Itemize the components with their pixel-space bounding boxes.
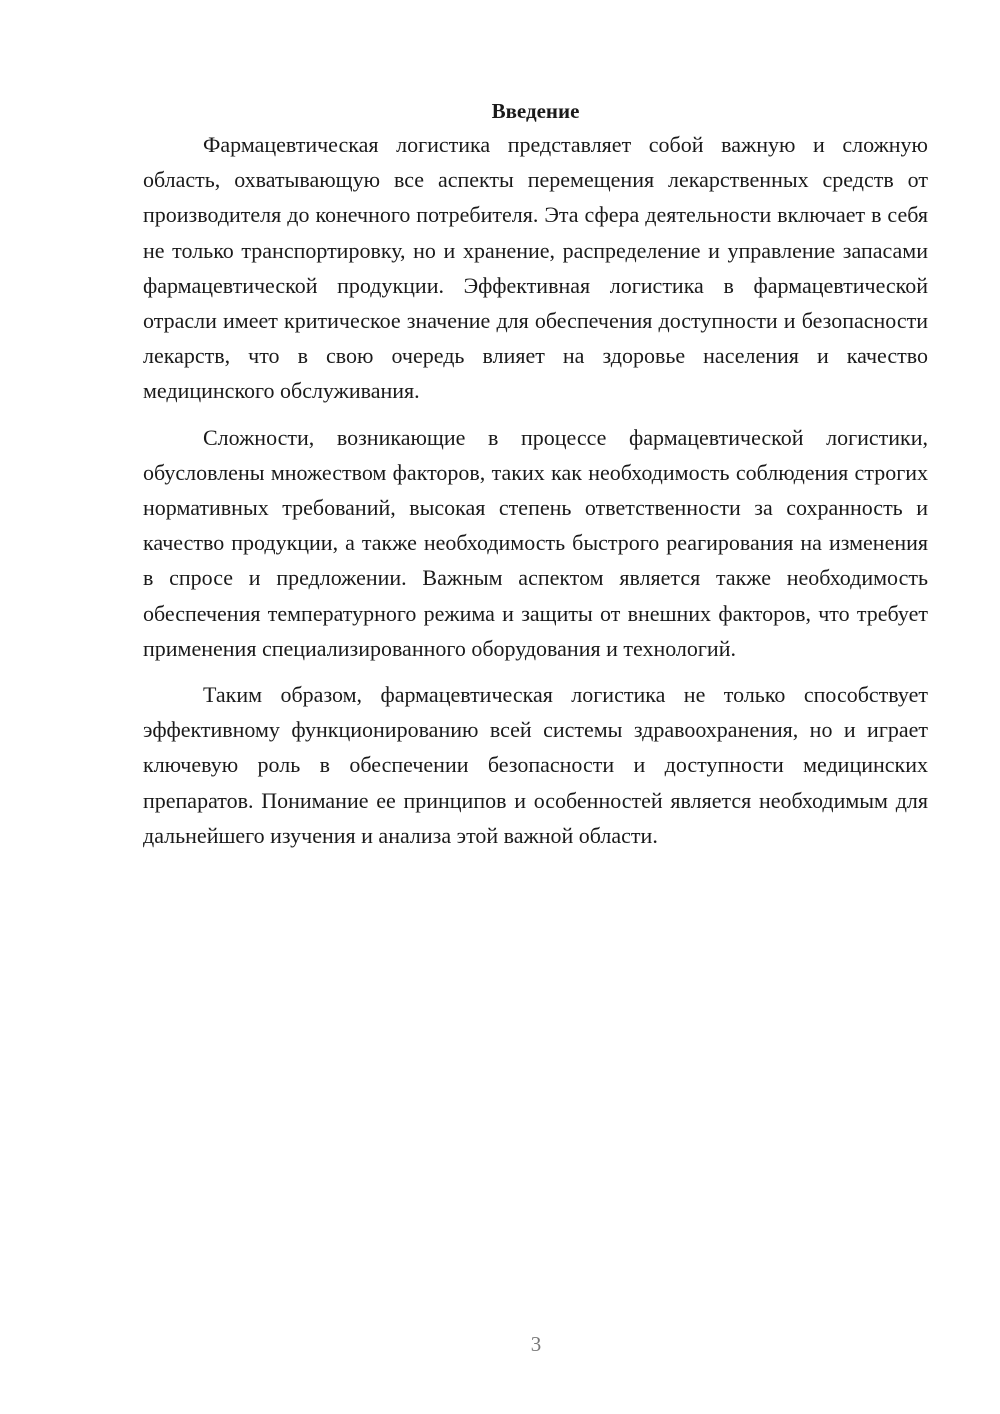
paragraph-2: Сложности, возникающие в процессе фармацевтической логистики, обусловлены множеством факторов, таких как необходимость соблюдения строгих нормативных требований, высокая степень ответственности за сохранность и качество продукции, а также необходимость быстрого реагирования на изменения в спросе и предложении. Важным аспектом является также необходимость обеспечения температурного режима и защиты от внешних факторов, что требует применения специализированного оборудования и технологий.	[143, 424, 928, 661]
paragraph-3: Таким образом, фармацевтическая логистика не только способствует эффективному функционированию всей системы здравоохранения, но и играет ключевую роль в обеспечении безопасности и доступности медицинских препаратов. Понимание ее принципов и особенностей является необходимым для дальнейшего изучения и анализа этой важной области.	[143, 682, 928, 848]
document-body	[143, 95, 928, 853]
paragraph-1: Фармацевтическая логистика представляет собой важную и сложную область, охватывающую все аспекты перемещения лекарственных средств от производителя до конечного потребителя. Эта сфера деятельности включает в себя не только транспортировку, но и хранение, распределение и управление запасами фармацевтической продукции. Эффективная логистика в фармацевтической отрасли имеет критическое значение для обеспечения доступности и безопасности лекарств, что в свою очередь влияет на здоровье населения и качество медицинского обслуживания.	[143, 132, 928, 404]
page-number: 3	[530, 1332, 542, 1356]
section-title: Введение	[491, 99, 580, 123]
